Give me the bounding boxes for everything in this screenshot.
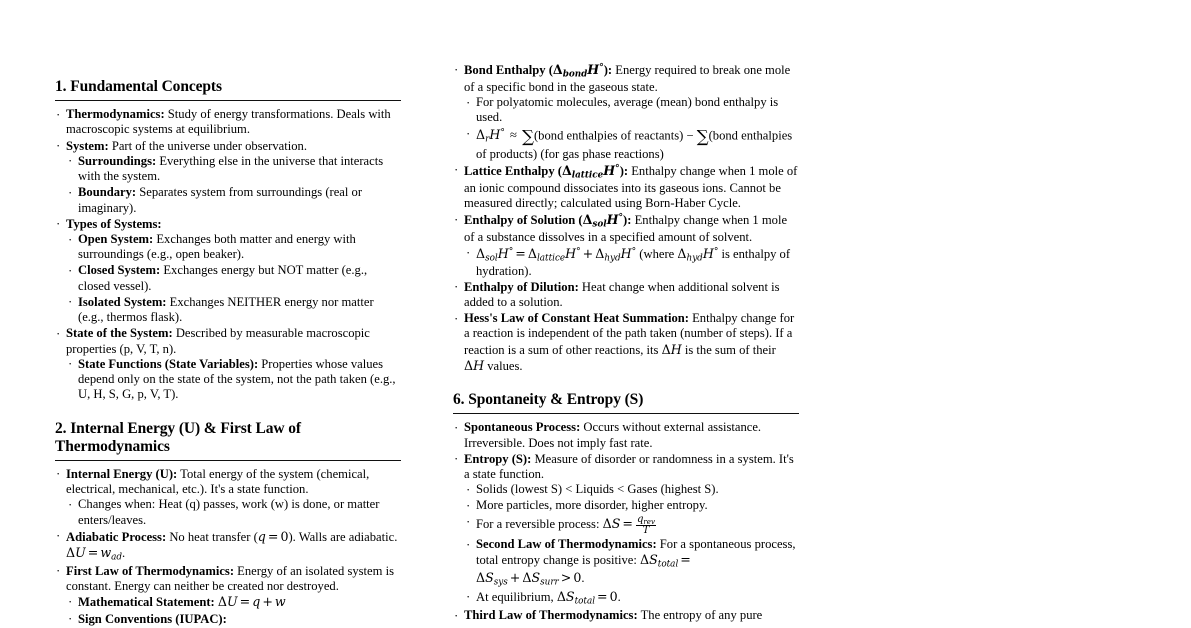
math-delta-s-total: $\Delta S_{total}$ = [640,552,691,570]
list-item [55,326,401,402]
math-entropy-reversible: ΔS = $\frac{q_{rev}}{T}$ [602,513,655,536]
item-text: Energy of an isolated system is constant. Energy can neither be created nor destroyed. [66,563,394,594]
item-lead: First Law of Thermodynamics: [66,563,235,578]
math-delta-lattice-h: $\Delta_{lattice}H^\circ$ [561,162,620,181]
item-text: Exchanges both matter and energy with surroundings (e.g., open beaker). [78,232,356,262]
item-text: Enthalpy change when 1 mole of an ionic compound dissociates into its gaseous ions. Cannot be measured directly; calculated using Born-Haber Cycle. [464,163,798,211]
math-approx-sign: ≈ [510,128,517,143]
list-item [464,537,799,588]
item-lead: Surroundings: [78,153,157,168]
right-column [453,62,799,624]
list-item [453,420,799,450]
bullet-list-level-1 [453,62,799,374]
bullet-list-level-1 [453,420,799,623]
list-item [55,529,401,563]
bullet-list-level-2 [66,357,401,403]
item-lead: Entropy (S): [464,451,532,466]
bullet-list-level-1 [55,107,401,402]
math-delta-r-h: $\Delta_rH^\circ$ [476,127,505,145]
list-item [55,217,401,326]
item-text: Study of energy transformations. Deals with macroscopic systems at equilibrium. [66,107,391,137]
section-heading: 6. Spontaneity & Entropy (S) [453,391,644,409]
item-text: Exchanges energy but NOT matter (e.g., closed vessel). [78,263,368,293]
item-lead: Spontaneous Process: [464,420,581,435]
list-item [55,564,401,627]
list-item [453,280,799,310]
eq-text-1: (bond enthalpies of reactants) − [533,128,694,143]
list-item: · At equilibrium, $\Delta S_{total} = 0$. [464,589,799,607]
list-item [464,515,799,537]
list-item [66,295,401,325]
list-item [66,497,401,527]
list-item [66,594,401,610]
bullet-list-level-2 [66,232,401,325]
eq-text: (where [639,246,675,261]
section-heading: 1. Fundamental Concepts [55,78,222,95]
item-text: Changes when: Heat (q) passes, work (w) is done, or matter enters/leaves. [78,497,380,527]
bullet-list-level-2 [464,482,799,607]
item-text: Measure of disorder or randomness in a system. It's a state function. [464,451,794,481]
list-item [66,154,401,184]
item-lead: Open System: [78,232,154,246]
section-fundamental-concepts [55,78,401,403]
item-lead: State of the System: [66,326,173,341]
math-delta-h: ΔH [661,341,682,357]
list-item [453,311,799,374]
item-text: Enthalpy change for a reaction is independent of the path taken (number of steps). If a reaction is a sum of other reactions, its ΔH is the sum of their ΔH values. [464,311,795,373]
list-item [55,107,401,137]
item-text: More particles, more disorder, higher entropy. [476,498,708,513]
heading-rule [453,413,799,414]
item-text: Total energy of the system (chemical, electrical, mechanical, etc.). It's a state function. [66,466,370,497]
bullet-list-level-2 [464,246,799,279]
item-lead [464,162,629,181]
heading-rule [55,100,401,101]
item-text: Everything else in the universe that interacts with the system. [78,153,384,184]
item-text: Described by measurable macroscopic properties (p, V, T, n). [66,326,370,356]
item-text: Properties whose values depend only on the state of the system, not the path taken (e.g., U, H, S, G, p, V, T). [78,356,396,402]
item-lead: Closed System: [78,263,161,278]
list-item [66,185,401,215]
item-lead: Types of Systems: [66,216,162,231]
math-q-zero: q = 0 [257,528,289,544]
item-text: Heat change when additional solvent is added to a solution. [464,279,780,309]
item-text: No heat transfer (q = 0). Walls are adiabatic. $\Delta U = w_{ad}$. [66,528,398,563]
bullet-list-level-2 [464,95,799,162]
item-text: Occurs without external assistance. Irreversible. Does not imply fast rate. [464,420,762,450]
item-lead [464,62,613,80]
list-item [464,127,799,162]
heading-rule [55,460,401,461]
math-delta-sol-h: $\Delta_{sol}H^\circ$ [582,212,624,230]
item-text: Energy required to break one mole of a specific bond in the gaseous state. [464,63,791,94]
lead-prefix: Lattice Enthalpy ( [464,163,562,178]
item-lead: Thermodynamics: [66,107,165,122]
item-lead: Enthalpy of Dilution: [464,279,579,294]
math-delta-u-equals-w-ad: $\Delta U = w_{ad}$ [66,545,123,563]
list-item [55,467,401,528]
section-internal-energy-first-law [55,420,401,627]
list-item [66,612,401,627]
item-lead: Boundary: [78,185,137,200]
eq-label: For a reversible process: [476,516,600,531]
section-heading: 2. Internal Energy (U) & First Law of Thermodynamics [55,419,301,455]
item-text: The entropy of any pure [637,608,763,623]
item-text: Separates system from surroundings (real or imaginary). [78,185,363,215]
left-column [55,78,401,628]
lead-suffix: ): [619,163,629,178]
lead-suffix: ): [603,63,613,77]
math-sum-symbol: ∑ [696,126,709,146]
list-item [66,232,401,262]
list-item [453,62,799,162]
fraction-numerator: $q_{rev}$ [636,513,655,526]
lead-prefix: Enthalpy of Solution ( [464,213,583,228]
list-item [464,246,799,279]
item-lead: Sign Conventions (IUPAC): [78,611,227,626]
eq-text-2: (bond enthalpies of products) (for gas phase reactions) [476,128,793,161]
two-column-layout [55,62,1135,628]
math-sum-symbol: ∑ [522,126,534,146]
item-lead: Hess's Law of Constant Heat Summation: [464,311,689,326]
list-item [453,163,799,211]
bullet-list-level-2 [66,594,401,626]
list-item [453,608,799,623]
bullet-list-level-2 [66,497,401,527]
fraction-denominator: T [642,524,650,536]
list-item [464,95,799,125]
item-text: Solids (lowest S) < Liquids < Gases (highest S). [476,482,719,497]
item-lead: Third Law of Thermodynamics: [464,608,638,623]
item-lead: Mathematical Statement: [78,595,215,610]
list-item [453,212,799,278]
fraction-qrev-over-t [636,515,656,537]
item-lead: Adiabatic Process: [66,529,167,544]
math-first-law: ΔU = q + w [217,594,286,610]
lead-prefix: Bond Enthalpy ( [464,63,553,77]
math-delta-bond-h: $\Delta_{bond}H^\circ$ [552,62,604,80]
list-item [55,139,401,216]
list-item [66,357,401,403]
math-delta-h: ΔH [464,357,485,373]
item-lead: Second Law of Thermodynamics: [476,537,657,552]
list-item [453,452,799,608]
math-equilibrium-entropy: $\Delta S_{total} = 0$ [556,589,618,607]
item-lead: Isolated System: [78,294,167,309]
item-text: For polyatomic molecules, average (mean) bond enthalpy is used. [476,95,779,125]
section-spontaneity-entropy [453,391,799,623]
item-text: Part of the universe under observation. [108,138,307,153]
item-lead [464,212,632,230]
item-text: For a spontaneous process, total entropy change is positive: $\Delta S_{total} = \Delta S_{sys} + \Delta S_{surr} > 0$. [476,537,796,588]
eq-label: At equilibrium, [476,590,554,605]
bullet-list-level-1 [55,467,401,627]
bullet-list-level-2 [66,154,401,216]
section-enthalpy-continued [453,62,799,374]
item-lead: State Functions (State Variables): [78,356,259,371]
list-item [464,498,799,513]
item-lead: Internal Energy (U): [66,466,178,481]
math-solution-enthalpy-equation: $\Delta_{sol}H^\circ = \Delta_{lattice}H^\circ + \Delta_{hyd}H^\circ$ [476,245,637,263]
list-item [66,263,401,293]
eq-text-tail: is enthalpy of hydration). [476,246,791,278]
math-entropy-sum: $\Delta S_{sys} + \Delta S_{surr} > 0$ [476,570,582,588]
item-text: Enthalpy change when 1 mole of a substance dissolves in a specified amount of solvent. [464,213,788,245]
lead-suffix: ): [623,213,632,228]
item-text: Exchanges NEITHER energy nor matter (e.g., thermos flask). [78,294,374,325]
list-item [464,482,799,497]
math-delta-hyd-h: $\Delta_{hyd}H^\circ$ [677,245,719,263]
item-lead: System: [66,138,109,153]
